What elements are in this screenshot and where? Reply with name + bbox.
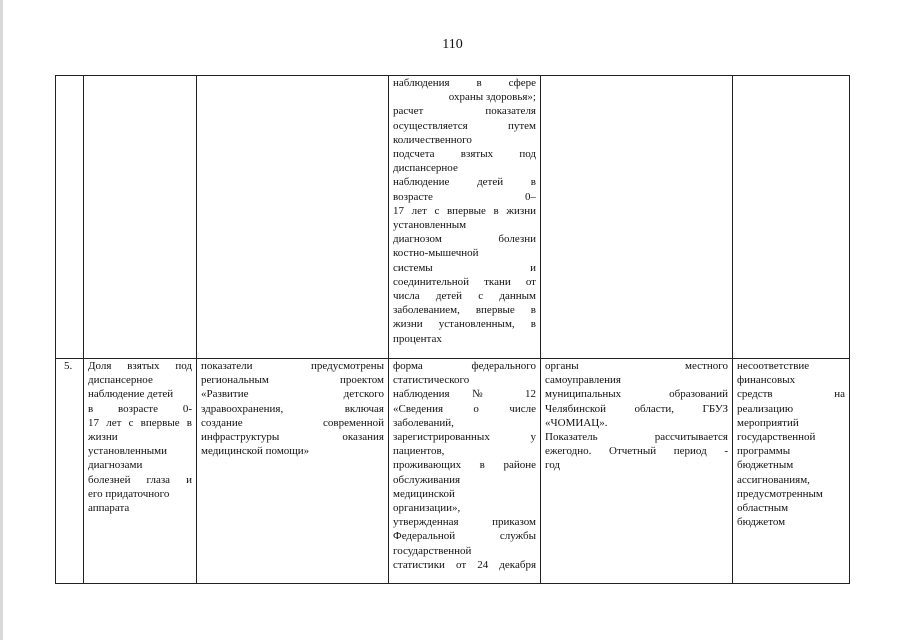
text-line: жизни: [88, 431, 118, 444]
text-line: государственной: [393, 544, 472, 557]
text-line: Доля взятых под: [88, 360, 192, 372]
text-line: соединительной ткани от: [393, 275, 536, 288]
page-number: 110: [442, 37, 463, 52]
text-line: проживающих в районе: [393, 459, 536, 472]
table-row: [56, 76, 850, 359]
risks-cell: [733, 76, 850, 359]
text-line: числа детей с данным: [393, 290, 536, 303]
text-line: «Развитие детского: [201, 388, 384, 401]
text-line: инфраструктуры оказания: [201, 431, 384, 444]
text-line: «ЧОМИАЦ».: [545, 416, 608, 429]
text-line: муниципальных образований: [545, 388, 728, 401]
text-line: бюджетным: [737, 459, 794, 472]
indicator-cell: [84, 76, 197, 359]
text-line: бюджетом: [737, 516, 786, 529]
indicators-table: [55, 75, 850, 584]
text-line: аппарата: [88, 502, 130, 515]
text-line: 17 лет с впервые в: [88, 416, 192, 429]
text-line: Показатель рассчитывается: [545, 431, 728, 444]
text-line: здравоохранения, включая: [201, 402, 384, 415]
text-line: процентах: [393, 332, 442, 345]
text-line: болезней глаза и: [88, 473, 192, 486]
text-line: форма федерального: [393, 360, 536, 372]
text-line: расчет показателя: [393, 105, 536, 118]
text-line: диспансерное: [393, 162, 458, 175]
risks-cell: [733, 359, 850, 584]
responsible-cell: [541, 76, 733, 359]
text-line: обслуживания: [393, 473, 461, 486]
text-line: диагнозом болезни: [393, 233, 536, 246]
text-line: медицинской: [393, 487, 455, 500]
text-line: жизни установленным, в: [393, 318, 536, 331]
text-line: «Сведения о числе: [393, 402, 536, 415]
method-cell: [389, 76, 541, 359]
text-line: Федеральной службы: [393, 530, 536, 543]
text-line: средств на: [737, 388, 845, 401]
row-number-cell: 5.: [56, 359, 84, 584]
text-line: диагнозами: [88, 459, 143, 472]
text-line: Челябинской области, ГБУЗ: [545, 402, 728, 415]
text-line: реализацию: [737, 402, 794, 415]
text-line: охраны здоровья»;: [448, 91, 536, 104]
text-line: подсчета взятых под: [393, 148, 536, 161]
text-line: 17 лет с впервые в жизни: [393, 204, 536, 217]
text-line: его придаточного: [88, 487, 170, 500]
basis-cell: [197, 76, 389, 359]
text-line: пациентов,: [393, 445, 445, 458]
text-line: осуществляется путем: [393, 119, 536, 132]
text-line: в возрасте 0-: [88, 402, 192, 415]
responsible-cell: [541, 359, 733, 584]
text-line: областным: [737, 502, 789, 515]
text-line: наблюдение детей: [88, 388, 174, 401]
text-line: программы: [737, 445, 791, 458]
method-cell: [389, 359, 541, 584]
text-line: год: [545, 459, 561, 472]
text-line: несоответствие: [737, 360, 810, 372]
indicator-cell: [84, 359, 197, 584]
text-line: наблюдение детей в: [393, 176, 536, 189]
text-line: создание современной: [201, 416, 384, 429]
basis-cell: [197, 359, 389, 584]
text-line: диспансерное: [88, 374, 153, 387]
text-line: самоуправления: [545, 374, 621, 387]
text-line: заболеваний,: [393, 416, 454, 429]
text-line: зарегистрированных у: [393, 431, 536, 444]
text-line: предусмотренным: [737, 487, 823, 500]
text-line: организации»,: [393, 502, 461, 515]
text-line: установленными: [88, 445, 168, 458]
page-edge: [0, 0, 3, 640]
text-line: региональным проектом: [201, 374, 384, 387]
text-line: показатели предусмотрены: [201, 360, 384, 372]
row-number-cell: [56, 76, 84, 359]
table-row: [56, 359, 850, 584]
text-line: костно-мышечной: [393, 247, 479, 260]
text-line: ассигнованиям,: [737, 473, 810, 486]
text-line: государственной: [737, 431, 816, 444]
text-line: мероприятий: [737, 416, 799, 429]
text-line: ежегодно. Отчетный период -: [545, 445, 728, 458]
text-line: медицинской помощи»: [201, 445, 310, 458]
text-line: наблюдения в сфере: [393, 77, 536, 89]
text-line: заболеванием, впервые в: [393, 304, 536, 317]
text-line: утвержденная приказом: [393, 516, 536, 529]
text-line: органы местного: [545, 360, 728, 372]
text-line: статистического: [393, 374, 470, 387]
text-line: количественного: [393, 133, 472, 146]
text-line: возрасте 0–: [393, 190, 536, 203]
text-line: установленным: [393, 219, 467, 232]
text-line: статистики от 24 декабря: [393, 558, 536, 571]
text-line: финансовых: [737, 374, 796, 387]
text-line: наблюдения № 12: [393, 388, 536, 401]
text-line: системы и: [393, 261, 536, 274]
